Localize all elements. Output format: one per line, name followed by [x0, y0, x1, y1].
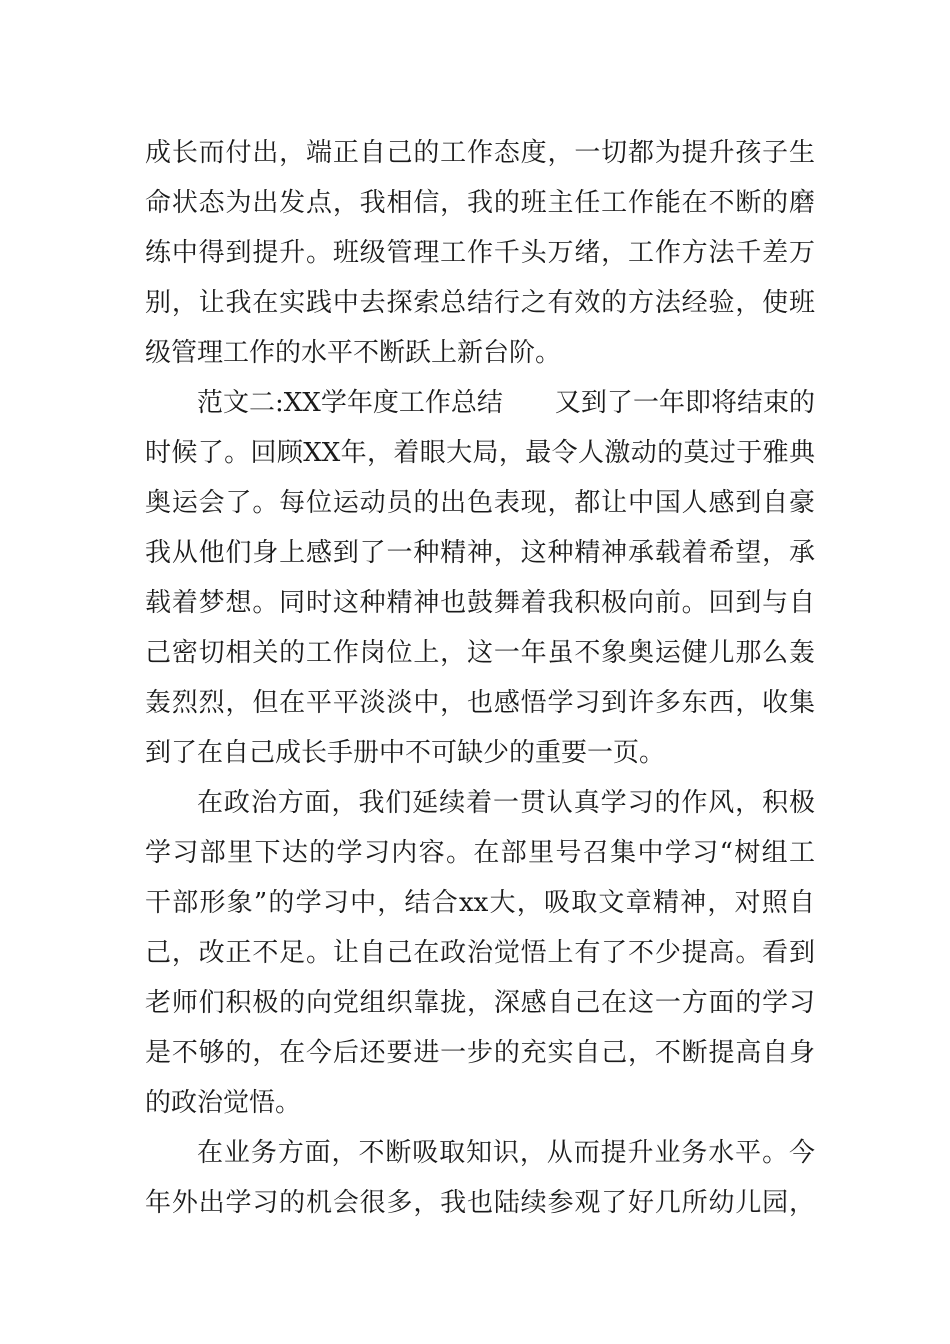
- text-line: 时候了。回顾XX年，着眼大局，最令人激动的莫过于雅典: [145, 438, 815, 468]
- text-line: 老师们积极的向党组织靠拢，深感自己在这一方面的学习: [145, 988, 815, 1018]
- text-line: 成长而付出，端正自己的工作态度，一切都为提升孩子生: [145, 138, 815, 168]
- paragraph-first-line: 在业务方面，不断吸取知识，从而提升业务水平。今: [197, 1138, 815, 1168]
- text-line: 是不够的，在今后还要进一步的充实自己，不断提高自身: [145, 1038, 815, 1068]
- text-line: 奥运会了。每位运动员的出色表现，都让中国人感到自豪: [145, 488, 815, 518]
- text-line: 载着梦想。同时这种精神也鼓舞着我积极向前。回到与自: [145, 588, 815, 618]
- section-heading-line: 范文二:XX学年度工作总结 又到了一年即将结束的: [197, 388, 815, 418]
- paragraph-first-line: 在政治方面，我们延续着一贯认真学习的作风，积极: [197, 788, 815, 818]
- text-line: 别，让我在实践中去探索总结行之有效的方法经验，使班: [145, 288, 815, 318]
- text-line: 我从他们身上感到了一种精神，这种精神承载着希望，承: [145, 538, 815, 568]
- text-line: 己密切相关的工作岗位上，这一年虽不象奥运健儿那么轰: [145, 638, 815, 668]
- text-line: 己，改正不足。让自己在政治觉悟上有了不少提高。看到: [145, 938, 815, 968]
- text-line: 级管理工作的水平不断跃上新台阶。: [145, 338, 562, 368]
- text-line: 年外出学习的机会很多，我也陆续参观了好几所幼儿园，: [145, 1188, 815, 1218]
- text-line: 练中得到提升。班级管理工作千头万绪，工作方法千差万: [145, 238, 815, 268]
- text-line: 到了在自己成长手册中不可缺少的重要一页。: [145, 738, 666, 768]
- text-line: 学习部里下达的学习内容。在部里号召集中学习“树组工: [145, 838, 815, 868]
- text-line: 的政治觉悟。: [145, 1088, 302, 1118]
- text-line: 轰烈烈，但在平平淡淡中，也感悟学习到许多东西，收集: [145, 688, 815, 718]
- text-line: 干部形象”的学习中，结合xx大，吸取文章精神，对照自: [145, 888, 815, 918]
- text-line: 命状态为出发点，我相信，我的班主任工作能在不断的磨: [145, 188, 815, 218]
